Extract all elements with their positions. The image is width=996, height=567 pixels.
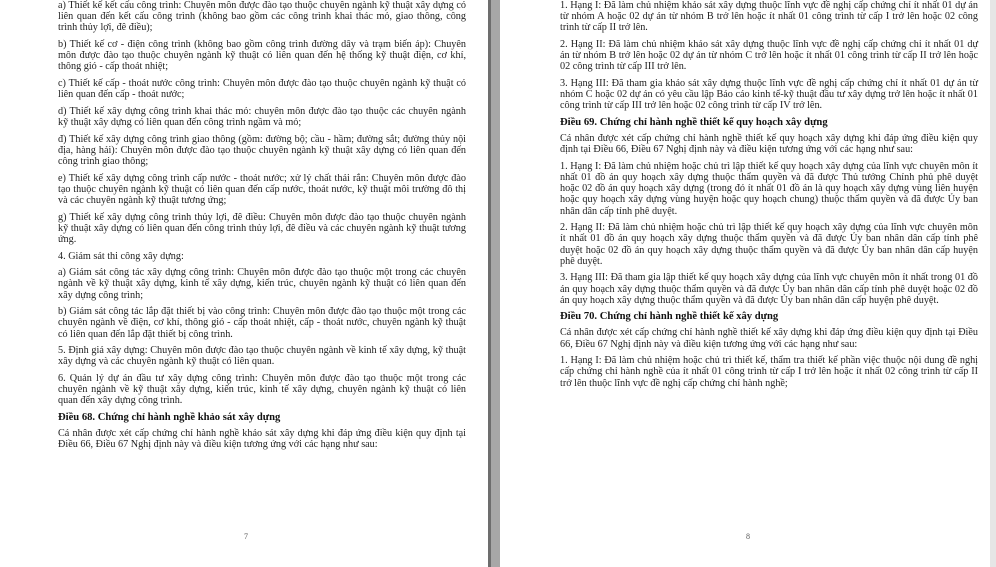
paragraph: e) Thiết kế xây dựng công trình cấp nước - thoát nước; xử lý chất thải rắn: Chuyên môn được đào tạo thuộc chuyên ngành kỹ thuật có liên quan đến cấp nước, thoát nước, kỹ thuật môi trường đô thị và các chuyên ngành kỹ thuật tương ứng; bbox=[58, 172, 466, 206]
paragraph: a) Giám sát công tác xây dựng công trình: Chuyên môn được đào tạo thuộc một trong các chuyên ngành về kỹ thuật xây dựng, kinh tế xây dựng, kiến trúc, chuyên ngành kỹ thuật có liên quan đến xây dựng công trình; bbox=[58, 267, 466, 301]
paragraph: đ) Thiết kế xây dựng công trình giao thông (gồm: đường bộ; cầu - hầm; đường sắt; đường thủy nội địa, hàng hải): Chuyên môn được đào tạo thuộc chuyên ngành kỹ thuật xây dựng có liên quan đến công trình giao thông; bbox=[58, 133, 466, 167]
article-heading: Điều 69. Chứng chỉ hành nghề thiết kế quy hoạch xây dựng bbox=[560, 117, 828, 128]
paragraph: Cá nhân được xét cấp chứng chỉ hành nghề thiết kế xây dựng khi đáp ứng điều kiện quy định tại Điều 66, Điều 67 Nghị định này và điều kiện tương ứng với các hạng như sau: bbox=[560, 327, 978, 350]
paragraph: Cá nhân được xét cấp chứng chỉ hành nghề khảo sát xây dựng khi đáp ứng điều kiện quy định tại Điều 66, Điều 67 Nghị định này và điều kiện tương ứng với các hạng như sau: bbox=[58, 427, 466, 451]
page-shadow bbox=[488, 0, 491, 567]
paragraph: 1. Hạng I: Đã làm chủ nhiệm khảo sát xây dựng thuộc lĩnh vực đề nghị cấp chứng chỉ ít nhất 01 dự án từ nhóm A hoặc 02 dự án từ nhóm B trở lên hoặc ít nhất 01 công trình từ cấp I trở lên hoặc 02 công trình từ cấp II trở lên. bbox=[560, 0, 978, 34]
paragraph: 6. Quản lý dự án đầu tư xây dựng công trình: Chuyên môn được đào tạo thuộc một trong các chuyên ngành về kỹ thuật xây dựng, kiến trúc, kinh tế xây dựng, chuyên ngành kỹ thuật có liên quan đến xây dựng công trình. bbox=[58, 372, 466, 407]
paragraph: Cá nhân được xét cấp chứng chỉ hành nghề thiết kế quy hoạch xây dựng khi đáp ứng điều kiện quy định tại Điều 66, Điều 67 Nghị định này và điều kiện tương ứng với các hạng như sau: bbox=[560, 133, 978, 156]
page-body bbox=[560, 0, 978, 389]
paragraph: 1. Hạng I: Đã làm chủ nhiệm hoặc chủ trì lập thiết kế quy hoạch xây dựng của lĩnh vực chuyên môn ít nhất 01 đồ án quy hoạch xây dựng thuộc thẩm quyền và đã được Thủ tướng Chính phủ phê duyệt hoặc 02 đồ án quy hoạch xây dựng (trong đó ít nhất 01 đồ án là quy hoạch xây dựng vùng liên huyện hoặc quy hoạch xây dựng vùng huyện hoặc quy hoạch chung) thuộc thẩm quyền và đã được Ủy ban nhân dân cấp tỉnh phê duyệt. bbox=[560, 160, 978, 217]
paragraph: a) Thiết kế kết cấu công trình: Chuyên môn được đào tạo thuộc chuyên ngành kỹ thuật xây dựng có liên quan đến kết cấu công trình (không bao gồm các công trình khai thác mỏ, giao thông, công trình thủy lợi, đê điều); bbox=[58, 0, 466, 34]
paragraph: b) Thiết kế cơ - điện công trình (không bao gồm công trình đường dây và trạm biến áp): Chuyên môn được đào tạo thuộc chuyên ngành kỹ thuật có liên quan đến hệ thống kỹ thuật điện, cơ khí, thông gió - cấp thoát nhiệt; bbox=[58, 39, 466, 73]
paragraph: c) Thiết kế cấp - thoát nước công trình: Chuyên môn được đào tạo thuộc chuyên ngành kỹ thuật có liên quan đến cấp - thoát nước; bbox=[58, 78, 466, 101]
page-body bbox=[58, 0, 466, 450]
paragraph: 5. Định giá xây dựng: Chuyên môn được đào tạo thuộc chuyên ngành về kinh tế xây dựng, kỹ thuật xây dựng và các chuyên ngành kỹ thuật có liên quan. bbox=[58, 345, 466, 368]
page-number: 8 bbox=[746, 532, 750, 541]
article-heading: Điều 68. Chứng chỉ hành nghề khảo sát xây dựng bbox=[58, 411, 281, 423]
paragraph: b) Giám sát công tác lắp đặt thiết bị vào công trình: Chuyên môn được đào tạo thuộc một trong các chuyên ngành về điện, cơ khí, thông gió - cấp thoát nhiệt, cấp - thoát nước, chuyên ngành kỹ thuật có liên quan đến lắp đặt thiết bị công trình. bbox=[58, 306, 466, 340]
page-number: 7 bbox=[244, 532, 248, 541]
paragraph: 4. Giám sát thi công xây dựng: bbox=[58, 250, 184, 262]
paragraph: 1. Hạng I: Đã làm chủ nhiệm hoặc chủ trì thiết kế, thẩm tra thiết kế phần việc thuộc nội dung đề nghị cấp chứng chỉ hành nghề của ít nhất 01 công trình từ cấp I trở lên hoặc ít nhất 02 công trình từ cấp II trở lên thuộc lĩnh vực đề nghị cấp chứng chỉ hành nghề; bbox=[560, 355, 978, 389]
paragraph: d) Thiết kế xây dựng công trình khai thác mỏ: chuyên môn được đào tạo thuộc các chuyên ngành kỹ thuật xây dựng có liên quan đến công trình ngầm và mỏ; bbox=[58, 105, 466, 128]
vertical-scrollbar[interactable] bbox=[990, 0, 996, 567]
paragraph: 2. Hạng II: Đã làm chủ nhiệm khảo sát xây dựng thuộc lĩnh vực đề nghị cấp chứng chỉ ít nhất 01 dự án từ nhóm B trở lên hoặc 02 dự án từ nhóm C trở lên hoặc ít nhất 01 công trình từ cấp II trở lên hoặc 02 công trình từ cấp III trở lên. bbox=[560, 39, 978, 73]
paragraph: 3. Hạng III: Đã tham gia lập thiết kế quy hoạch xây dựng của lĩnh vực chuyên môn ít nhất trong 01 đồ án quy hoạch xây dựng thuộc thẩm quyền và đã được Ủy ban nhân dân cấp tỉnh phê duyệt hoặc 02 đồ án quy hoạch xây dựng thuộc thẩm quyền và đã được Ủy ban nhân dân cấp huyện phê duyệt. bbox=[560, 272, 978, 306]
document-page-8 bbox=[500, 0, 996, 567]
paragraph: 2. Hạng II: Đã làm chủ nhiệm hoặc chủ trì lập thiết kế quy hoạch xây dựng của lĩnh vực chuyên môn ít nhất 01 đồ án quy hoạch xây dựng thuộc thẩm quyền và đã được Ủy ban nhân dân cấp tỉnh phê duyệt hoặc 02 đồ án quy hoạch xây dựng thuộc thẩm quyền và đã được Ủy ban nhân dân cấp huyện phê duyệt. bbox=[560, 222, 978, 267]
article-heading: Điều 70. Chứng chỉ hành nghề thiết kế xây dựng bbox=[560, 311, 779, 323]
paragraph: 3. Hạng III: Đã tham gia khảo sát xây dựng thuộc lĩnh vực đề nghị cấp chứng chỉ ít nhất 01 dự án từ nhóm C hoặc 02 dự án có yêu cầu lập Báo cáo kinh tế-kỹ thuật đầu tư xây dựng trở lên hoặc ít nhất 01 công trình từ cấp III trở lên hoặc 02 công trình từ cấp IV trở lên. bbox=[560, 78, 978, 112]
document-page-7 bbox=[0, 0, 488, 567]
paragraph: g) Thiết kế xây dựng công trình thủy lợi, đê điều: Chuyên môn được đào tạo thuộc chuyên ngành kỹ thuật xây dựng có liên quan đến công trình thủy lợi, đê điều và các chuyên ngành kỹ thuật tương ứng. bbox=[58, 211, 466, 245]
